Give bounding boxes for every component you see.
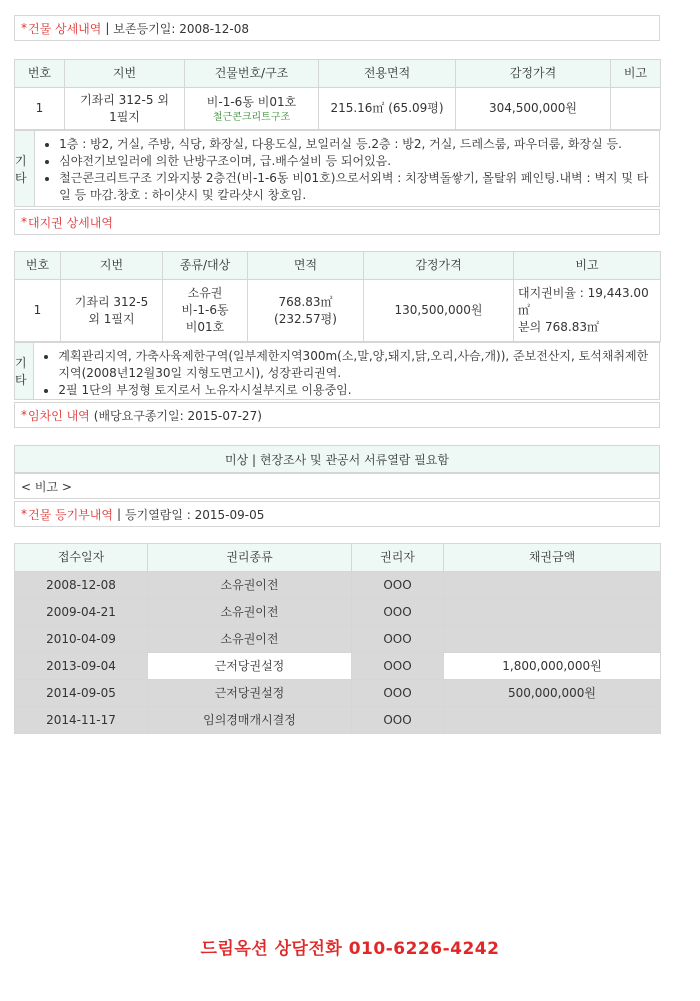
- list-item: • 1층 : 방2, 거실, 주방, 식당, 화장실, 다용도실, 보일러실 등.2층 : 방2, 거실, 드레스룸, 파우더룸, 화장실 등.: [59, 136, 653, 153]
- table-row: 2014-09-05 근저당권설정 OOO 500,000,000원: [15, 680, 661, 707]
- tenant-section-title: * 임차인 내역 (배당요구종기일: 2015-07-27): [14, 402, 660, 428]
- tenant-deadline-date: (배당요구종기일: 2015-07-27): [93, 408, 262, 423]
- land-section-title: * 대지권 상세내역: [14, 209, 660, 235]
- land-type-cell: 소유권 비-1-6동 비01호: [163, 280, 248, 342]
- col-building-no: 건물번호/구조: [185, 60, 319, 88]
- col-remark: 비고: [611, 60, 661, 88]
- tenant-title-label: 임차인 내역: [28, 408, 90, 423]
- list-item: • 철근콘크리트구조 기와지붕 2층건(비-1-6동 비01호)으로서외벽 : 치장벽돌쌓기, 몰탈위 페인팅.내벽 : 벽지 및 타일 등 마감.창호 : 하이샷시 및 칼라샷시 창호임.: [59, 170, 653, 204]
- footer-contact: 드림옥션 상담전화 010-6226-4242: [200, 939, 500, 959]
- building-header-row: [15, 60, 661, 88]
- building-gita-box: [14, 130, 660, 207]
- building-jibun-cell: 기좌리 312-5 외 1필지: [65, 88, 185, 130]
- reg-col-type: 권리종류: [148, 544, 352, 572]
- col-jibun: 지번: [65, 60, 185, 88]
- table-row: 2013-09-04 근저당권설정 OOO 1,800,000,000원: [15, 653, 661, 680]
- building-no-cell: 1: [15, 88, 65, 130]
- land-title-label: 대지권 상세내역: [28, 215, 113, 230]
- land-no-cell: 1: [15, 280, 61, 342]
- table-row: 2009-04-21 소유권이전 OOO: [15, 599, 661, 626]
- land-price-cell: 130,500,000원: [364, 280, 514, 342]
- building-section-title: * 건물 상세내역 | 보존등기일: 2008-12-08: [14, 15, 660, 41]
- land-gita-box: [14, 342, 660, 400]
- building-preservation-date: 보존등기일: 2008-12-08: [113, 21, 249, 36]
- land-jibun-cell: 기좌리 312-5 외 1필지: [61, 280, 163, 342]
- land-col-type: 종류/대상: [163, 252, 248, 280]
- land-col-area: 면적: [248, 252, 364, 280]
- table-row: 2010-04-09 소유권이전 OOO: [15, 626, 661, 653]
- structure-label: 철근콘크리트구조: [212, 111, 291, 123]
- land-area-cell: 768.83㎡ (232.57평): [248, 280, 364, 342]
- building-remark-cell: [611, 88, 661, 130]
- table-row: 2008-12-08 소유권이전 OOO: [15, 572, 661, 599]
- remark-heading: < 비고 >: [14, 473, 660, 499]
- land-header-row: [15, 252, 661, 280]
- land-col-price: 감정가격: [364, 252, 514, 280]
- list-item: • 2필 1단의 부정형 토지로서 노유자시설부지로 이용중임.: [58, 382, 653, 399]
- building-price-cell: 304,500,000원: [456, 88, 611, 130]
- building-gita-label: 기타: [15, 131, 35, 206]
- col-no: 번호: [15, 60, 65, 88]
- building-row: [15, 88, 661, 130]
- list-item: • 계획관리지역, 가축사육제한구역(일부제한지역300m(소,말,양,돼지,닭,오리,사슴,개)), 준보전산지, 토석채취제한지역(2008년12월30일 지형도면고시), 성장관리권역.: [58, 348, 653, 382]
- list-item: • 심야전기보일러에 의한 난방구조이며, 급.배수설비 등 되어있음.: [59, 153, 653, 170]
- col-price: 감정가격: [456, 60, 611, 88]
- land-gita-list: [34, 343, 659, 399]
- reg-col-date: 접수일자: [15, 544, 148, 572]
- col-area: 전용면적: [319, 60, 456, 88]
- registry-table: [14, 543, 661, 734]
- land-col-jibun: 지번: [61, 252, 163, 280]
- table-row: 2014-11-17 임의경매개시결정 OOO: [15, 707, 661, 734]
- registry-title-label: 건물 등기부내역: [28, 507, 113, 522]
- reg-col-amount: 채권금액: [444, 544, 661, 572]
- land-row: [15, 280, 661, 342]
- land-col-no: 번호: [15, 252, 61, 280]
- reg-col-holder: 권리자: [352, 544, 444, 572]
- building-number-cell: 비-1-6동 비01호 철근콘크리트구조: [185, 88, 319, 130]
- building-area-cell: 215.16㎡ (65.09평): [319, 88, 456, 130]
- registry-header-row: [15, 544, 661, 572]
- tenant-notice: 미상 | 현장조사 및 관공서 서류열람 필요함: [14, 445, 660, 473]
- registry-view-date: 등기열람일 : 2015-09-05: [125, 507, 265, 522]
- building-table: [14, 59, 661, 130]
- registry-section-title: * 건물 등기부내역 | 등기열람일 : 2015-09-05: [14, 501, 660, 527]
- building-title-label: 건물 상세내역: [28, 21, 102, 36]
- building-gita-list: [35, 131, 659, 206]
- land-col-remark: 비고: [514, 252, 661, 280]
- land-gita-label: 기타: [15, 343, 34, 399]
- land-remark-cell: 대지권비율 : 19,443.00㎡ 분의 768.83㎡: [514, 280, 661, 342]
- land-table: [14, 251, 661, 342]
